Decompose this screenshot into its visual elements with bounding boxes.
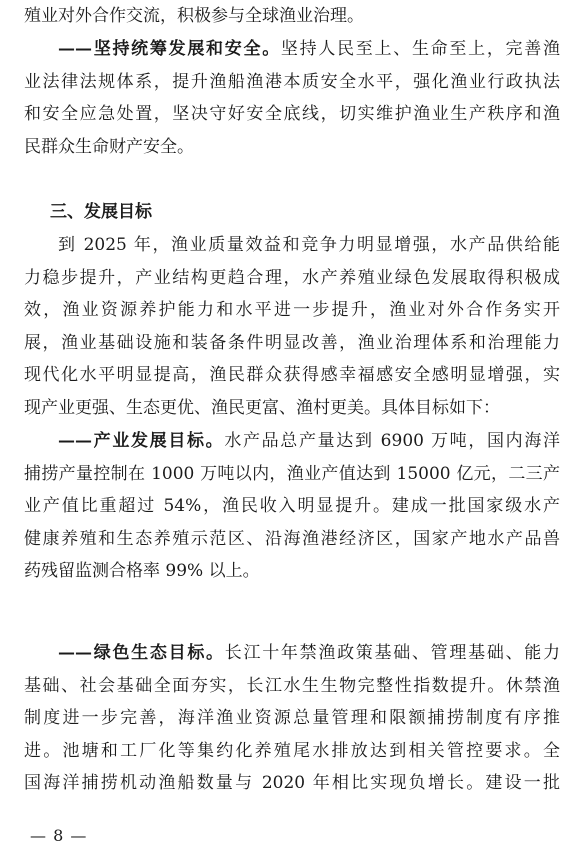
paragraph-goals	[24, 229, 560, 425]
text-line: 和安全应急处置，坚决守好安全底线，切实维护渔业生产秩序和渔	[24, 104, 560, 125]
paragraph-safety	[24, 33, 560, 163]
text-line: 展，渔业基础设施和装备条件明显改善，渔业治理体系和治理能力	[24, 332, 560, 353]
text-line: 国海洋捕捞机动渔船数量与 2020 年相比实现负增长。建设一批	[24, 773, 560, 794]
text-span: 长江十年禁渔政策基础、管理基础、能力	[224, 643, 560, 663]
text-line: 进。池塘和工厂化等集约化养殖尾水排放达到相关管控要求。全	[24, 740, 560, 761]
text-line: 药残留监测合格率 99% 以上。	[24, 561, 260, 582]
text-line: 基础、社会基础全面夯实，长江水生生物完整性指数提升。休禁渔	[24, 675, 560, 696]
section-heading: 三、发展目标	[50, 202, 152, 222]
paragraph-industry-goal	[24, 425, 560, 588]
section-lead: ——绿色生态目标。	[58, 643, 225, 663]
text-line: 到 2025 年，渔业质量效益和竞争力明显增强，水产品供给能	[58, 235, 560, 255]
text-line	[24, 637, 560, 670]
text-line: 捕捞产量控制在 1000 万吨以内，渔业产值达到 15000 亿元，二三产	[24, 463, 560, 484]
text-line	[24, 33, 560, 66]
section-lead: ——坚持统筹发展和安全。	[58, 39, 281, 59]
section-lead: ——产业发展目标。	[58, 431, 225, 451]
text-line: 殖业对外合作交流，积极参与全球渔业治理。	[24, 6, 364, 26]
text-span: 坚持人民至上、生命至上，完善渔	[280, 39, 560, 59]
page-number: — 8 —	[30, 826, 88, 845]
text-line: 健康养殖和生态养殖示范区、沿海渔港经济区，国家产地水产品兽	[24, 528, 560, 549]
text-line: 业产值比重超过 54%，渔民收入明显提升。建成一批国家级水产	[24, 496, 560, 517]
text-span: 水产品总产量达到 6900 万吨，国内海洋	[224, 431, 560, 451]
text-line: 现产业更强、生态更优、渔民更富、渔村更美。具体目标如下：	[24, 397, 500, 418]
text-line: 业法律法规体系，提升渔船渔港本质安全水平，强化渔业行政执法	[24, 71, 560, 92]
text-line: 效，渔业资源养护能力和水平进一步提升，渔业对外合作务实开	[24, 300, 560, 321]
text-line: 力稳步提升，产业结构更趋合理，水产养殖业绿色发展取得积极成	[24, 267, 560, 288]
text-line: 现代化水平明显提高，渔民群众获得感幸福感安全感明显增强，实	[24, 365, 560, 386]
text-line	[24, 425, 560, 458]
text-line: 民群众生命财产安全。	[24, 136, 194, 157]
text-line: 制度进一步完善，海洋渔业资源总量管理和限额捕捞制度有序推	[24, 708, 560, 729]
paragraph-intl-cooperation	[24, 0, 560, 33]
paragraph-green-goal	[24, 637, 560, 800]
